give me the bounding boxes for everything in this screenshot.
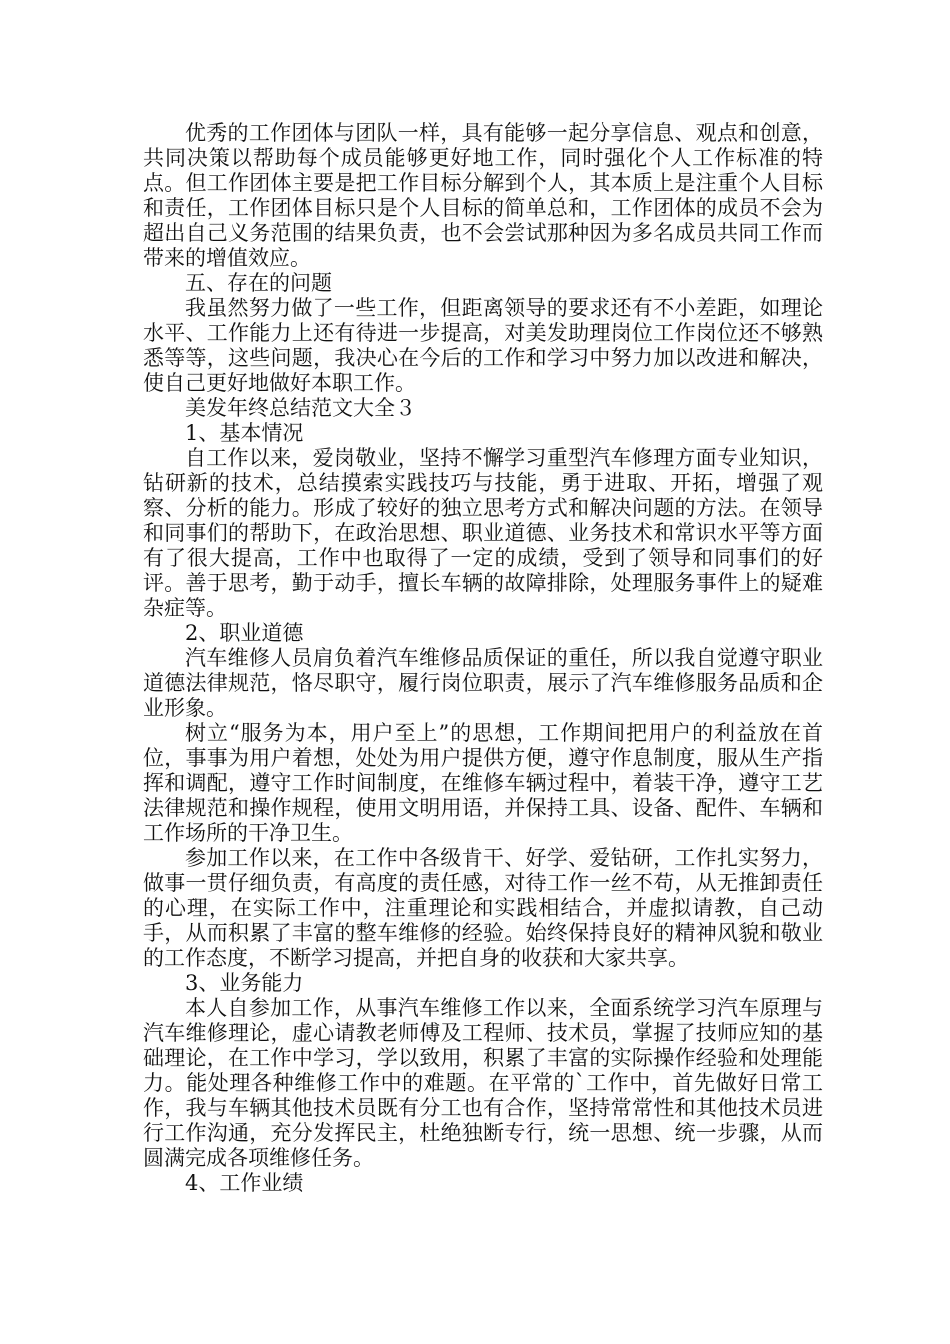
paragraph-basic-info: 自工作以来，爱岗敬业，坚持不懈学习重型汽车修理方面专业知识，钻研新的技术，总结摸索实践技巧与技能，勇于进取、开拓，增强了观察、分析的能力。形成了较好的独立思考方式和解决问题的方法。在领导和同事们的帮助下，在政治思想、职业道德、业务技术和常识水平等方面有了很大提高，工作中也取得了一定的成绩，受到了领导和同事们的好评。善于思考，勤于动手，擅长车辆的故障排除，处理服务事件上的疑难杂症等。	[143, 446, 823, 620]
section-heading-problems: 五、存在的问题	[185, 271, 332, 295]
section-heading-ethics: 2、职业道德	[185, 621, 304, 645]
section-heading-basic-info: 1、基本情况	[185, 421, 304, 445]
paragraph-ethics-2: 树立“服务为本，用户至上”的思想，工作期间把用户的利益放在首位，事事为用户着想，处处为用户提供方便，遵守作息制度，服从生产指挥和调配，遵守工作时间制度，在维修车辆过程中，着装干净，遵守工艺法律规范和操作规程，使用文明用语，并保持工具、设备、配件、车辆和工作场所的干净卫生。	[143, 721, 823, 845]
section-heading-achievements: 4、工作业绩	[185, 1171, 304, 1195]
paragraph-ethics-1: 汽车维修人员肩负着汽车维修品质保证的重任，所以我自觉遵守职业道德法律规范，恪尽职守，履行岗位职责，展示了汽车维修服务品质和企业形象。	[143, 646, 823, 720]
paragraph-ethics-3: 参加工作以来，在工作中各级肯干、好学、爱钻研，工作扎实努力，做事一贯仔细负责，有高度的责任感，对待工作一丝不苟，从无推卸责任的心理，在实际工作中，注重理论和实践相结合，并虚拟请教，自己动手，从而积累了丰富的整车维修的经验。始终保持良好的精神风貌和敬业的工作态度，不断学习提高，并把自身的收获和大家共享。	[143, 846, 823, 970]
paragraph-ability: 本人自参加工作，从事汽车维修工作以来，全面系统学习汽车原理与汽车维修理论，虚心请教老师傅及工程师、技术员，掌握了技师应知的基础理论，在工作中学习，学以致用，积累了丰富的实际操作经验和处理能力。能处理各种维修工作中的难题。在平常的`工作中，首先做好日常工作，我与车辆其他技术员既有分工也有合作，坚持常常性和其他技术员进行工作沟通，充分发挥民主，杜绝独断专行，统一思想、统一步骤，从而圆满完成各项维修任务。	[143, 996, 823, 1170]
document-body	[143, 121, 823, 1196]
section-heading-ability: 3、业务能力	[185, 971, 304, 995]
document-subtitle: 美发年终总结范文大全３	[185, 396, 416, 420]
paragraph-team-work: 优秀的工作团体与团队一样，具有能够一起分享信息、观点和创意，共同决策以帮助每个成员能够更好地工作，同时强化个人工作标准的特点。但工作团体主要是把工作目标分解到个人，其本质上是注重个人目标和责任，工作团体目标只是个人目标的简单总和，工作团体的成员不会为超出自己义务范围的结果负责，也不会尝试那种因为多名成员共同工作而带来的增值效应。	[143, 121, 823, 270]
paragraph-problems: 我虽然努力做了一些工作，但距离领导的要求还有不小差距，如理论水平、工作能力上还有待进一步提高，对美发助理岗位工作岗位还不够熟悉等等，这些问题，我决心在今后的工作和学习中努力加以改进和解决，使自己更好地做好本职工作。	[143, 296, 823, 395]
